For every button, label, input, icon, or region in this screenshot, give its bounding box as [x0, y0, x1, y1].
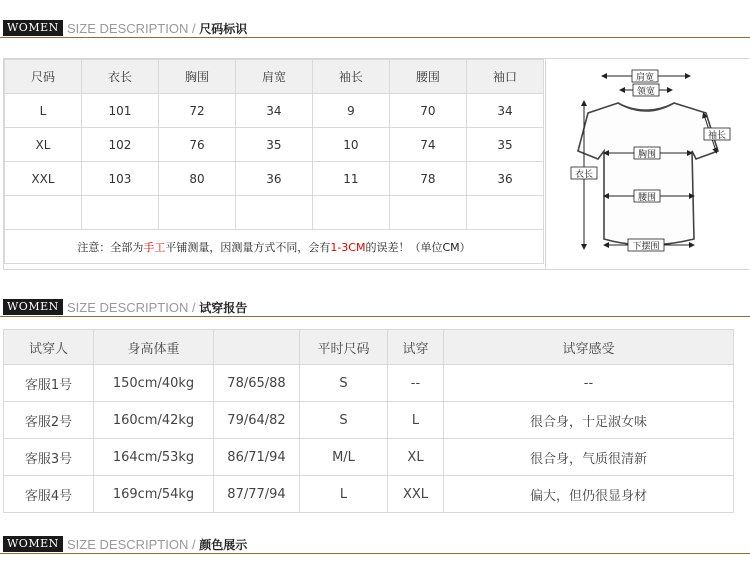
size-col-header: 尺码 — [5, 60, 82, 94]
section-title-cn: 试穿报告 — [199, 301, 248, 315]
section-title-en: SIZE DESCRIPTION — [67, 21, 189, 36]
table-cell: 10 — [312, 128, 389, 162]
table-cell: 169cm/54kg — [94, 476, 214, 513]
table-cell: -- — [388, 365, 444, 402]
table-row — [4, 439, 734, 476]
label-hem: 下摆围 — [632, 242, 660, 252]
trial-col-header: 平时尺码 — [300, 330, 388, 365]
table-cell — [466, 196, 543, 230]
note-text: 注意：全部为 — [77, 240, 144, 254]
label-length: 衣长 — [574, 170, 594, 180]
table-cell: 164cm/53kg — [94, 439, 214, 476]
table-cell: 72 — [158, 94, 235, 128]
section-title-en: SIZE DESCRIPTION — [67, 537, 189, 552]
label-chest: 胸围 — [637, 150, 657, 160]
table-cell: XL — [5, 128, 82, 162]
trial-table-header-row — [4, 330, 734, 365]
table-cell: 34 — [466, 94, 543, 128]
table-row — [4, 402, 734, 439]
table-row — [5, 162, 544, 196]
table-cell: 80 — [158, 162, 235, 196]
table-cell: XXL — [388, 476, 444, 513]
table-row — [5, 94, 544, 128]
table-cell: -- — [444, 365, 734, 402]
tshirt-icon — [578, 103, 718, 245]
note-text: 平铺测量，因测量方式不同，会有 — [165, 240, 331, 254]
trial-col-header: 身高体重 — [94, 330, 214, 365]
section-header-size — [0, 20, 750, 40]
section-header-trial — [0, 299, 750, 319]
size-col-header: 袖长 — [312, 60, 389, 94]
table-cell: 103 — [81, 162, 158, 196]
section-header-color — [0, 536, 750, 556]
label-waist: 腰围 — [637, 193, 657, 203]
size-col-header: 肩宽 — [235, 60, 312, 94]
trial-report-table — [3, 329, 734, 513]
table-row — [4, 365, 734, 402]
women-badge: WOMEN — [3, 299, 63, 315]
tshirt-diagram-svg — [546, 59, 749, 269]
table-cell: 79/64/82 — [214, 402, 300, 439]
table-cell: 11 — [312, 162, 389, 196]
size-col-header: 袖口 — [466, 60, 543, 94]
table-cell — [235, 196, 312, 230]
trial-col-header — [214, 330, 300, 365]
table-cell: 客服2号 — [4, 402, 94, 439]
section-title — [67, 20, 247, 38]
table-cell: L — [5, 94, 82, 128]
size-table-header-row — [5, 60, 544, 94]
table-cell — [81, 196, 158, 230]
table-cell: XL — [388, 439, 444, 476]
note-row — [5, 230, 544, 264]
women-badge: WOMEN — [3, 20, 63, 36]
table-cell: 87/77/94 — [214, 476, 300, 513]
size-chart-panel — [3, 58, 749, 270]
table-cell: 36 — [466, 162, 543, 196]
note-highlight: 手工 — [143, 240, 166, 254]
section-divider — [0, 37, 750, 38]
section-divider — [0, 553, 750, 554]
section-title-sep: / — [188, 537, 200, 552]
table-cell: 35 — [235, 128, 312, 162]
table-cell: 很合身，十足淑女味 — [444, 402, 734, 439]
table-cell — [389, 196, 466, 230]
table-cell: 102 — [81, 128, 158, 162]
women-badge: WOMEN — [3, 536, 63, 552]
size-table — [4, 59, 544, 264]
section-title-en: SIZE DESCRIPTION — [67, 300, 189, 315]
section-title — [67, 536, 247, 554]
table-cell: 150cm/40kg — [94, 365, 214, 402]
section-title-sep: / — [188, 300, 200, 315]
table-cell: XXL — [5, 162, 82, 196]
table-cell: L — [388, 402, 444, 439]
measurement-note — [5, 230, 544, 264]
label-shoulder: 肩宽 — [635, 73, 655, 83]
garment-measurement-diagram — [545, 59, 749, 269]
table-row — [5, 128, 544, 162]
table-cell — [158, 196, 235, 230]
note-text: 的误差！（单位CM） — [365, 240, 471, 254]
section-title — [67, 299, 247, 317]
table-cell: 34 — [235, 94, 312, 128]
section-title-cn: 颜色展示 — [199, 538, 248, 552]
table-cell: 78/65/88 — [214, 365, 300, 402]
section-title-cn: 尺码标识 — [199, 22, 248, 36]
table-cell: S — [300, 365, 388, 402]
trial-col-header: 试穿感受 — [444, 330, 734, 365]
table-cell: 36 — [235, 162, 312, 196]
note-highlight: 1-3CM — [330, 240, 366, 254]
size-col-header: 腰围 — [389, 60, 466, 94]
table-cell: L — [300, 476, 388, 513]
table-cell: 76 — [158, 128, 235, 162]
table-cell: M/L — [300, 439, 388, 476]
table-cell: 客服1号 — [4, 365, 94, 402]
section-divider — [0, 316, 750, 317]
table-cell: 70 — [389, 94, 466, 128]
table-cell: 78 — [389, 162, 466, 196]
table-cell: 35 — [466, 128, 543, 162]
table-cell: 74 — [389, 128, 466, 162]
label-sleeve: 袖长 — [707, 131, 727, 141]
size-col-header: 胸围 — [158, 60, 235, 94]
size-col-header: 衣长 — [81, 60, 158, 94]
table-cell: S — [300, 402, 388, 439]
table-cell: 偏大，但仍很显身材 — [444, 476, 734, 513]
table-cell: 101 — [81, 94, 158, 128]
label-neck: 领宽 — [636, 87, 656, 97]
table-row-empty — [5, 196, 544, 230]
table-cell: 客服4号 — [4, 476, 94, 513]
table-cell: 客服3号 — [4, 439, 94, 476]
trial-col-header: 试穿 — [388, 330, 444, 365]
table-row — [4, 476, 734, 513]
trial-col-header: 试穿人 — [4, 330, 94, 365]
table-cell: 86/71/94 — [214, 439, 300, 476]
table-cell — [5, 196, 82, 230]
table-cell: 很合身，气质很清新 — [444, 439, 734, 476]
section-title-sep: / — [188, 21, 200, 36]
table-cell — [312, 196, 389, 230]
table-cell: 160cm/42kg — [94, 402, 214, 439]
table-cell: 9 — [312, 94, 389, 128]
